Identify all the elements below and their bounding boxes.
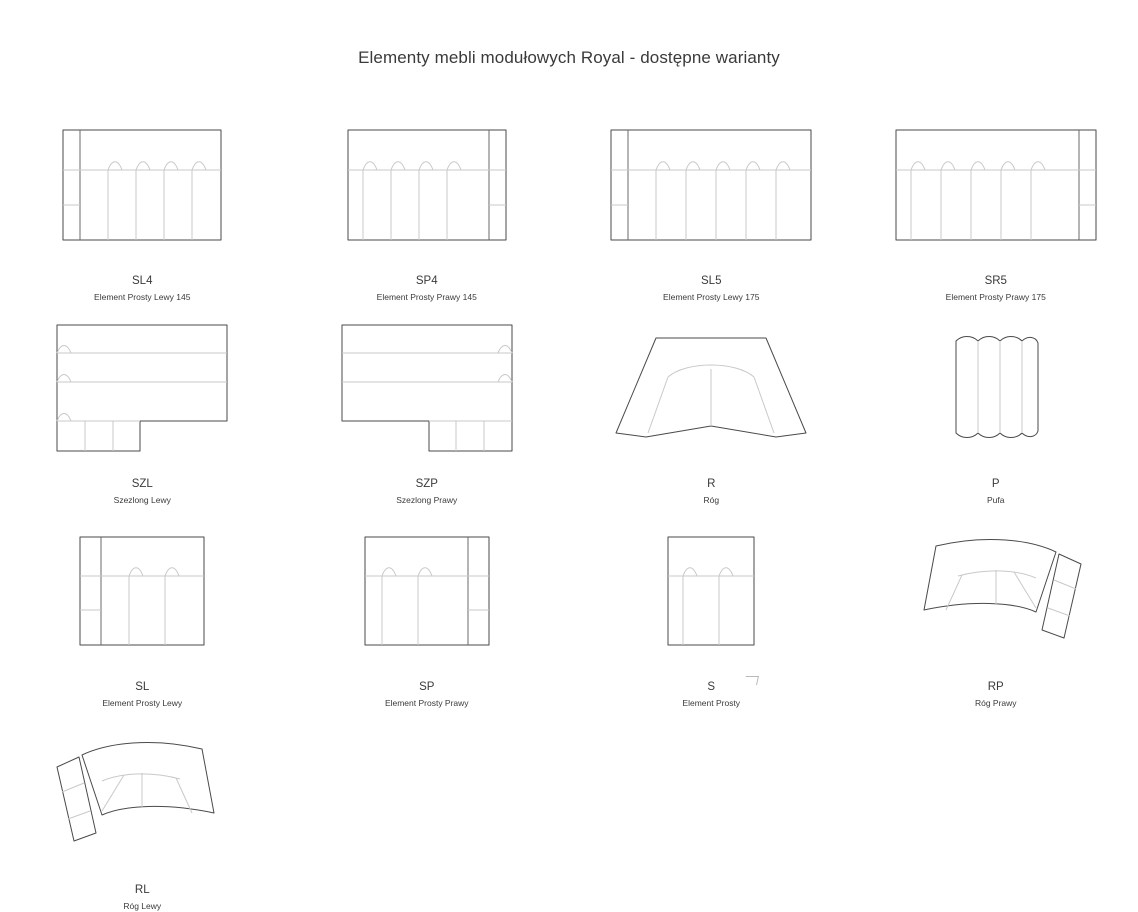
module-drawing-rp	[854, 506, 1138, 676]
module-drawing-sl4	[0, 100, 285, 270]
module-item-empty-2	[569, 709, 854, 912]
module-code: SP4	[416, 274, 438, 288]
module-desc: Element Prosty Lewy 175	[663, 292, 759, 303]
module-item-sl4	[0, 100, 285, 303]
straight-right-175-icon	[891, 125, 1101, 245]
pouf-icon	[946, 333, 1046, 443]
module-desc: Element Prosty Prawy	[385, 698, 469, 709]
module-drawing-sr5	[854, 100, 1138, 270]
corner-icon	[611, 333, 811, 443]
module-desc: Element Prosty Prawy 175	[946, 292, 1046, 303]
module-code: SL4	[132, 274, 152, 288]
module-item-sp	[285, 506, 570, 709]
module-drawing-rl	[0, 709, 285, 879]
module-drawing-szl	[0, 303, 285, 473]
module-desc: Róg	[703, 495, 719, 506]
module-code: P	[992, 477, 1000, 491]
module-item-s	[569, 506, 854, 709]
module-code: RP	[988, 680, 1004, 694]
corner-left-icon	[42, 737, 242, 852]
module-grid	[0, 100, 1138, 912]
module-code: S	[707, 680, 715, 694]
module-desc: Pufa	[987, 495, 1005, 506]
page-title: Elementy mebli modułowych Royal - dostępne warianty	[0, 48, 1138, 68]
module-item-p	[854, 303, 1138, 506]
module-desc: Szezlong Lewy	[114, 495, 171, 506]
module-desc: Element Prosty	[682, 698, 740, 709]
module-item-empty-1	[285, 709, 570, 912]
module-drawing-sl5	[569, 100, 854, 270]
module-desc: Element Prosty Lewy 145	[94, 292, 190, 303]
straight-left-icon	[75, 532, 209, 650]
module-drawing-sp	[285, 506, 570, 676]
straight-right-145-icon	[343, 125, 511, 245]
module-item-szp	[285, 303, 570, 506]
stray-mark	[744, 676, 759, 685]
module-item-empty-3	[854, 709, 1138, 912]
module-desc: Element Prosty Prawy 145	[377, 292, 477, 303]
module-item-rp	[854, 506, 1138, 709]
module-drawing-szp	[285, 303, 570, 473]
module-drawing-s	[569, 506, 854, 676]
module-desc: Róg Lewy	[123, 901, 161, 912]
module-drawing-sp4	[285, 100, 570, 270]
module-code: R	[707, 477, 715, 491]
module-item-sr5	[854, 100, 1138, 303]
module-code: SL	[135, 680, 149, 694]
straight-icon	[663, 532, 759, 650]
module-row	[0, 100, 1138, 303]
chaise-left-icon	[52, 320, 232, 456]
module-code: SL5	[701, 274, 721, 288]
corner-right-icon	[896, 534, 1096, 649]
module-item-rl	[0, 709, 285, 912]
module-code: SZL	[132, 477, 153, 491]
chaise-right-icon	[337, 320, 517, 456]
module-drawing-p	[854, 303, 1138, 473]
module-row	[0, 506, 1138, 709]
module-item-sl	[0, 506, 285, 709]
module-row	[0, 303, 1138, 506]
straight-left-145-icon	[58, 125, 226, 245]
module-desc: Szezlong Prawy	[396, 495, 457, 506]
module-row	[0, 709, 1138, 912]
module-code: SP	[419, 680, 434, 694]
module-desc: Róg Prawy	[975, 698, 1017, 709]
module-item-sp4	[285, 100, 570, 303]
straight-left-175-icon	[606, 125, 816, 245]
module-drawing-r	[569, 303, 854, 473]
module-item-sl5	[569, 100, 854, 303]
module-item-r	[569, 303, 854, 506]
module-code: RL	[135, 883, 150, 897]
module-item-szl	[0, 303, 285, 506]
module-code: SZP	[416, 477, 438, 491]
module-drawing-sl	[0, 506, 285, 676]
straight-right-icon	[360, 532, 494, 650]
module-code: SR5	[985, 274, 1007, 288]
module-desc: Element Prosty Lewy	[102, 698, 182, 709]
